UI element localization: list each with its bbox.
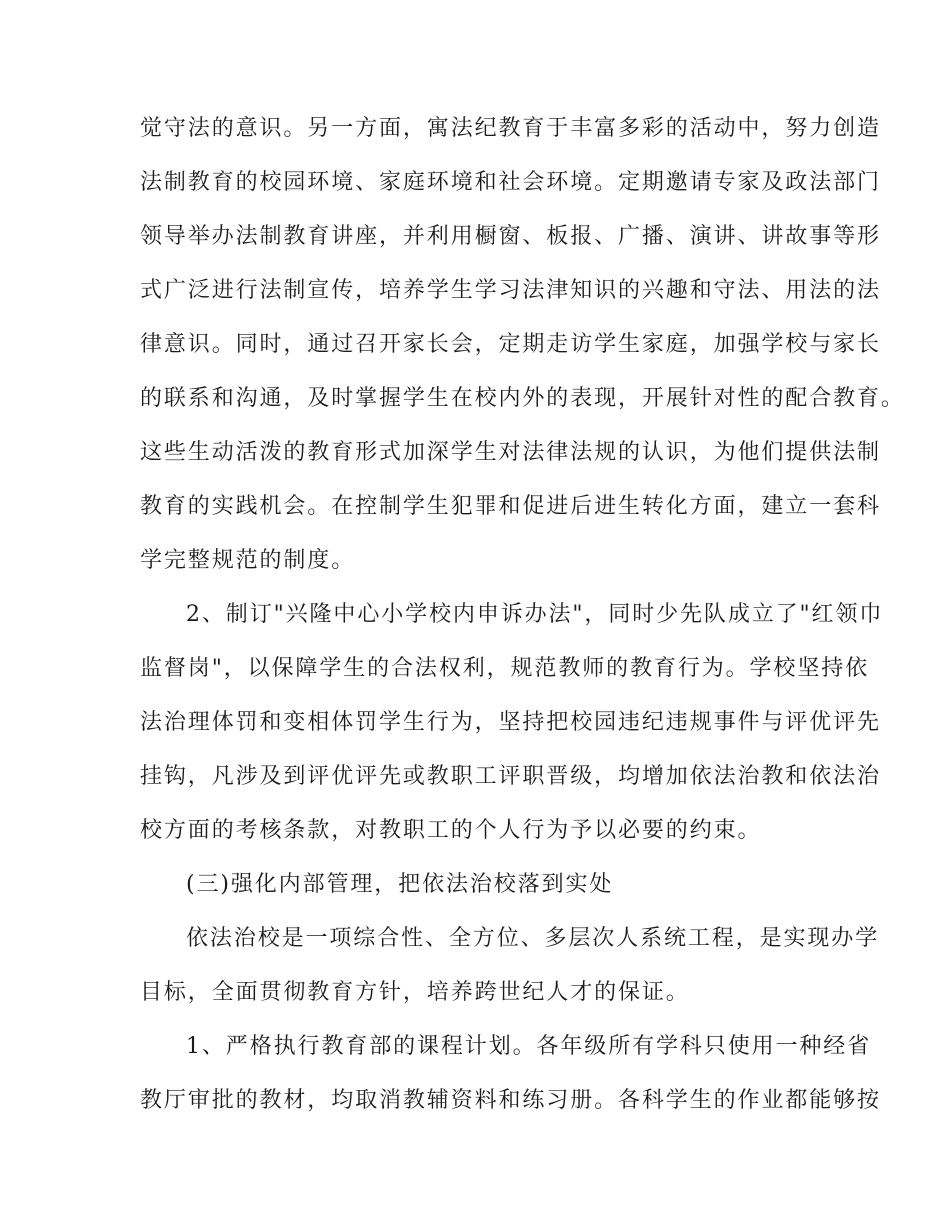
paragraph-line-14: 校方面的考核条款，对教职工的个人行为予以必要的约束。	[140, 818, 762, 843]
paragraph-line-1: 觉守法的意识。另一方面，寓法纪教育于丰富多彩的活动中，努力创造	[140, 116, 881, 141]
paragraph-line-7: 这些生动活泼的教育形式加深学生对法律法规的认识，为他们提供法制	[140, 440, 881, 465]
paragraph-line-4: 式广泛进行法制宣传，培养学生学习法津知识的兴趣和守法、用法的法	[140, 278, 881, 303]
paragraph-line-10: 2、制订"兴隆中心小学校内申诉办法"，同时少先队成立了"红领巾	[186, 602, 884, 627]
paragraph-line-11: 监督岗"，以保障学生的合法权利，规范教师的教育行为。学校坚持依	[140, 656, 870, 681]
paragraph-line-9: 学完整规范的制度。	[140, 548, 356, 573]
paragraph-line-2: 法制教育的校园环境、家庭环境和社会环境。定期邀请专家及政法部门	[140, 170, 881, 195]
paragraph-line-5: 律意识。同时，通过召开家长会，定期走访学生家庭，加强学校与家长	[140, 332, 881, 357]
paragraph-line-6: 的联系和沟通，及时掌握学生在校内外的表现，开展针对性的配合教育。	[140, 386, 905, 411]
paragraph-line-13: 挂钩，凡涉及到评优评先或教职工评职晋级，均增加依法治教和依法治	[140, 764, 881, 789]
paragraph-line-8: 教育的实践机会。在控制学生犯罪和促进后进生转化方面，建立一套科	[140, 494, 881, 519]
paragraph-line-18: 1、严格执行教育部的课程计划。各年级所有学科只使用一种经省	[186, 1034, 872, 1059]
paragraph-line-16: 依法治校是一项综合性、全方位、多层次人系统工程，是实现办学	[186, 926, 880, 951]
paragraph-line-19: 教厅审批的教材，均取消教辅资料和练习册。各科学生的作业都能够按	[140, 1088, 881, 1113]
paragraph-line-17: 目标，全面贯彻教育方针，培养跨世纪人才的保证。	[140, 980, 690, 1005]
paragraph-line-3: 领导举办法制教育讲座，并利用橱窗、板报、广播、演讲、讲故事等形	[140, 224, 881, 249]
paragraph-line-12: 法治理体罚和变相体罚学生行为，坚持把校园违纪违规事件与评优评先	[140, 710, 881, 735]
section-heading: (三)强化内部管理，把依法治校落到实处	[186, 872, 614, 897]
